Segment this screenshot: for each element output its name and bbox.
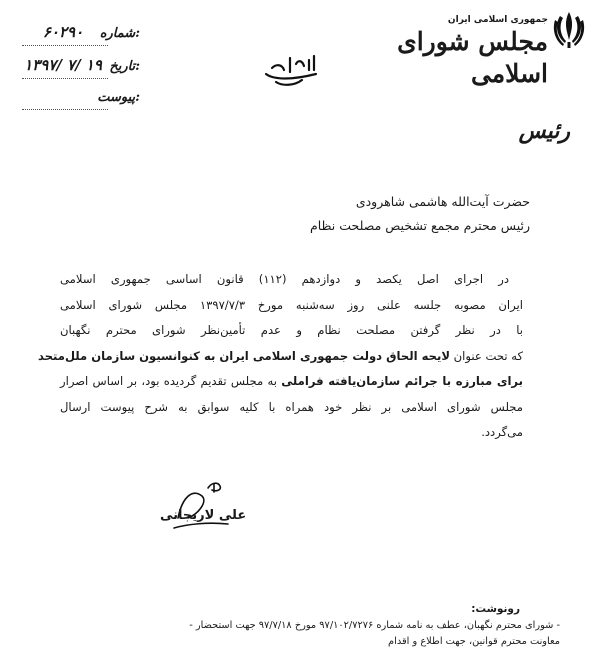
bismillah-calligraphy: [262, 50, 320, 88]
copies-title: رونوشت:: [471, 603, 520, 615]
body-line: می‌گردد.: [481, 425, 523, 439]
letter-body: [38, 267, 523, 446]
attachment-row: [22, 90, 140, 110]
signer-name: علی لاریجانی: [160, 508, 247, 523]
iran-emblem-icon: [552, 10, 586, 50]
recipient-block: [310, 190, 530, 238]
body-line: [38, 344, 523, 370]
number-value: ۶۰۲۹۰: [42, 23, 84, 41]
masthead: [378, 14, 548, 90]
date-label: تاریخ:: [109, 59, 140, 74]
body-line: مجلس شورای اسلامی بر نظر خود همراه با کلیه سوابق به شرح پیوست ارسال: [60, 399, 523, 414]
number-underline: [22, 45, 108, 46]
body-text: که تحت عنوان: [453, 348, 523, 363]
date-underline: [22, 78, 108, 79]
body-line: ایران مصوبه جلسه علنی روز سه‌شنبه مورخ ۱۳۹۷/۷/۳ مجلس شورای اسلامی: [60, 297, 523, 312]
copy-line: معاونت محترم قوانین، جهت اطلاع و اقدام: [388, 636, 560, 647]
bill-title-cont: برای مبارزه با جرائم سازمان‌یافته فراملی: [281, 374, 523, 388]
body-text: به مجلس تقدیم گردیده بود، بر اساس اصرار: [60, 374, 277, 388]
body-line: با در نظر گرفتن مصلحت نظام و عدم تأمین‌نظر شورای محترم نگهبان: [60, 323, 523, 337]
masthead-position: رئیس: [518, 118, 570, 144]
recipient-title: رئیس محترم مجمع تشخیص مصلحت نظام: [310, 218, 530, 233]
masthead-subtitle: جمهوری اسلامی ایران: [447, 15, 548, 25]
handwritten-signature: [168, 478, 248, 534]
body-line: [60, 369, 523, 395]
copies-block: [189, 618, 560, 650]
bill-title: لایحه الحاق دولت جمهوری اسلامی ایران به کنوانسیون سازمان ملل‌متحد: [38, 348, 450, 363]
body-line: در اجرای اصل یکصد و دوازدهم (۱۱۲) قانون اساسی جمهوری اسلامی: [60, 272, 509, 286]
date-row: [22, 56, 140, 79]
date-value: ۱۳۹۷/ ۷/ ۱۹: [24, 56, 102, 74]
number-label: شماره:: [99, 26, 140, 41]
copy-line: - شورای محترم نگهبان، عطف به نامه شماره ۹۷/۱۰۲/۷۲۷۶ مورخ ۹۷/۷/۱۸ جهت استحضار -: [189, 620, 560, 631]
attachment-label: پیوست:: [97, 90, 140, 105]
masthead-title: مجلس شورای اسلامی: [397, 27, 548, 88]
recipient-name: حضرت آیت‌الله هاشمی شاهرودی: [355, 194, 530, 209]
number-row: [22, 23, 140, 46]
attachment-underline: [22, 109, 108, 110]
